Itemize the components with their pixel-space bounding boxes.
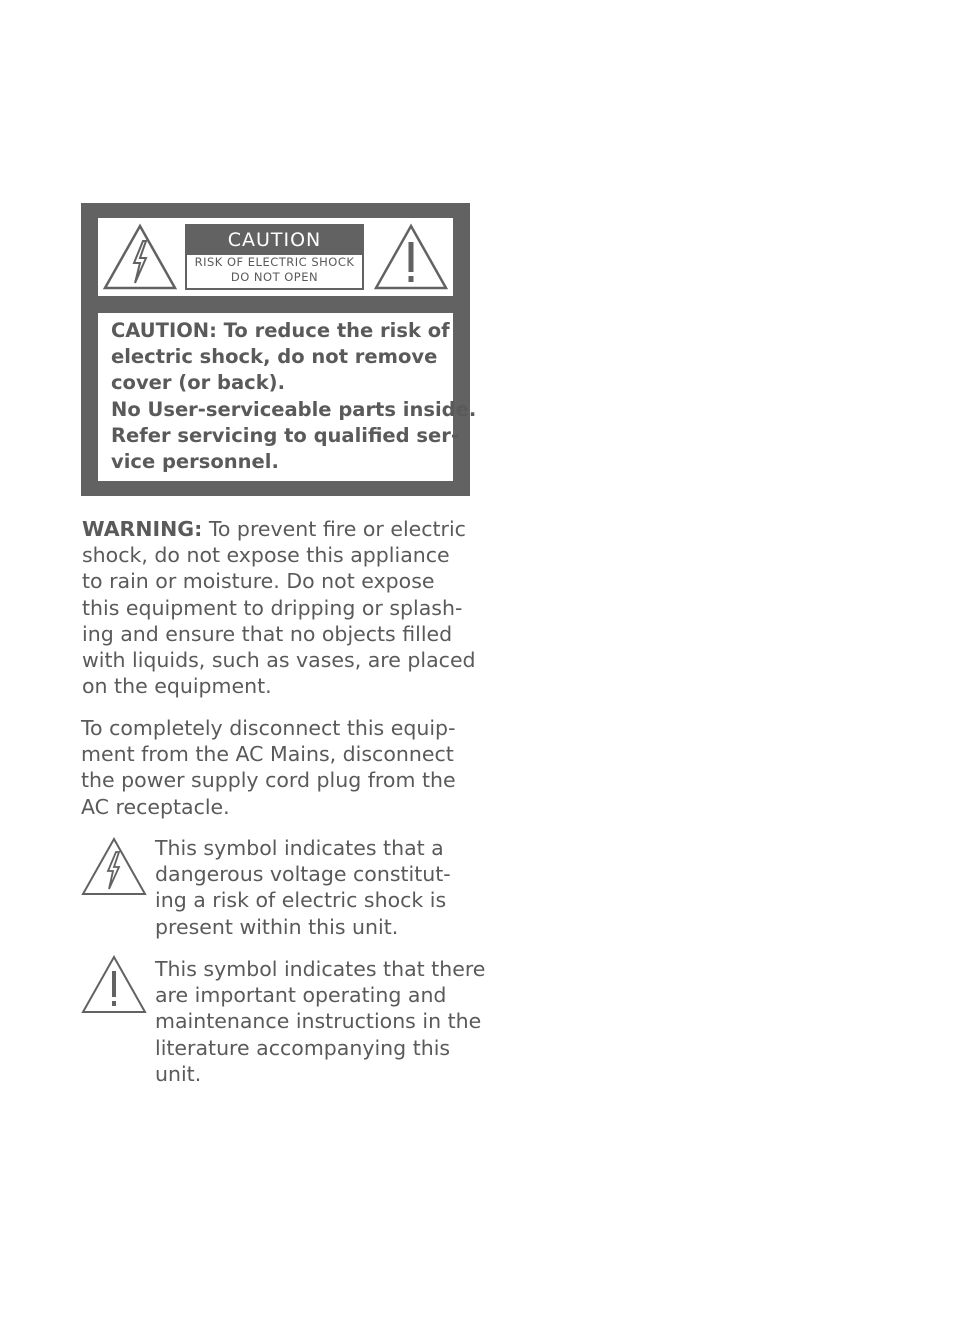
- lightning-triangle-icon: [102, 223, 178, 291]
- voltage-description-line: This symbol indicates that a: [155, 836, 444, 860]
- caution-text-line: electric shock, do not remove: [111, 345, 438, 369]
- warning-line: with liquids, such as vases, are placed: [82, 648, 476, 673]
- exclamation-triangle-icon: [373, 223, 449, 291]
- disconnect-paragraph: [81, 715, 456, 820]
- caution-text-line: cover (or back).: [111, 371, 285, 395]
- warning-label: WARNING:: [82, 517, 203, 541]
- voltage-description-line: present within this unit.: [155, 914, 399, 939]
- warning-line: to rain or moisture. Do not expose: [82, 569, 435, 594]
- disconnect-line: To completely disconnect this equip-: [81, 716, 456, 740]
- voltage-description-line: ing a risk of electric shock is: [155, 888, 447, 913]
- caution-panel: [81, 203, 477, 496]
- disconnect-line: the power supply cord plug from the: [81, 768, 456, 793]
- caution-text-line: vice personnel.: [111, 450, 279, 474]
- instructions-description-line: maintenance instructions in the: [155, 1009, 482, 1034]
- warning-first-line-text: To prevent fire or electric: [202, 517, 466, 541]
- caution-heading: CAUTION: [187, 226, 362, 255]
- warning-paragraph: [82, 516, 476, 699]
- warning-first-line: [82, 516, 476, 542]
- voltage-symbol-description: [155, 835, 451, 940]
- disconnect-line: ment from the AC Mains, disconnect: [81, 742, 454, 767]
- instructions-description-line: literature accompanying this: [155, 1035, 451, 1060]
- caution-do-not-open-line: DO NOT OPEN: [230, 270, 319, 284]
- disconnect-line: AC receptacle.: [81, 794, 230, 819]
- caution-label: [98, 218, 453, 296]
- caution-text-line: No User-serviceable parts inside.: [111, 397, 477, 421]
- instructions-description-line: are important operating and: [155, 983, 447, 1008]
- warning-line: shock, do not expose this appliance: [82, 543, 450, 568]
- exclamation-triangle-icon: [81, 955, 147, 1014]
- voltage-description-line: dangerous voltage constitut-: [155, 862, 451, 887]
- warning-line: ing and ensure that no objects filled: [82, 621, 453, 646]
- lightning-triangle-icon: [81, 837, 147, 896]
- caution-badge: [185, 224, 364, 290]
- caution-risk-line: RISK OF ELECTRIC SHOCK: [194, 255, 355, 269]
- instructions-symbol-description: [155, 956, 485, 1087]
- caution-text-line: CAUTION: To reduce the risk of: [111, 319, 450, 342]
- caution-text-line: Refer servicing to qualified ser-: [111, 423, 459, 447]
- instructions-description-line: This symbol indicates that there: [155, 957, 486, 981]
- instructions-description-line: unit.: [155, 1061, 202, 1086]
- warning-line: this equipment to dripping or splash-: [82, 595, 463, 620]
- warning-line: on the equipment.: [82, 674, 272, 699]
- caution-text-box: [98, 313, 477, 481]
